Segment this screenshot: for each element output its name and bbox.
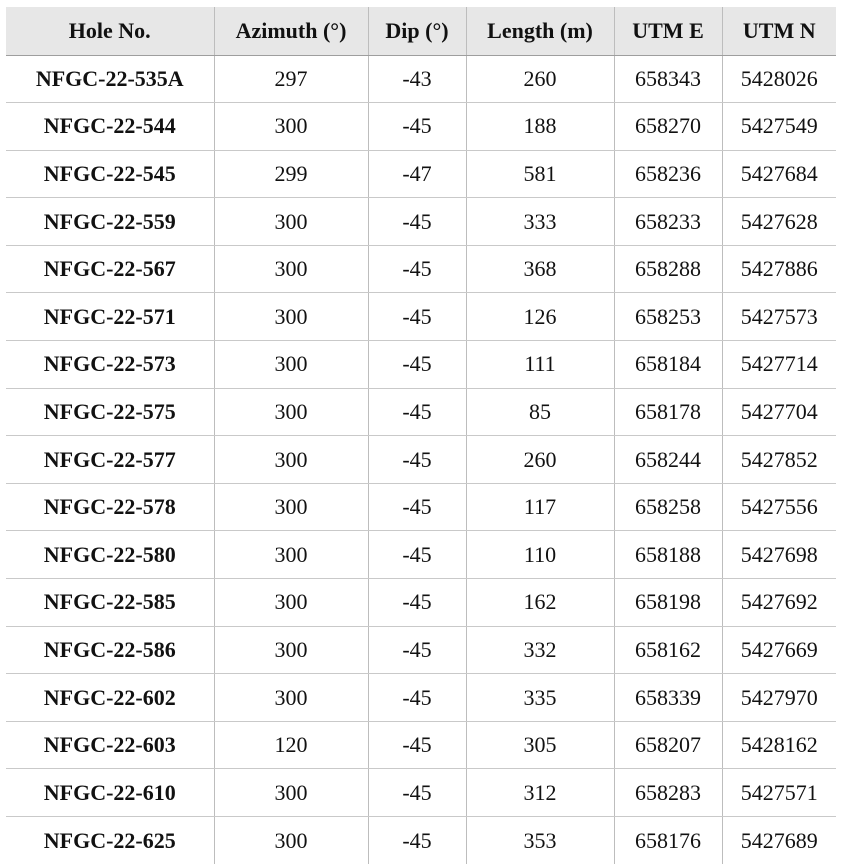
cell-dip: -45 <box>368 674 466 722</box>
cell-azimuth: 300 <box>214 341 368 389</box>
cell-dip: -43 <box>368 55 466 103</box>
table-row <box>6 293 836 341</box>
cell-length: 111 <box>466 341 614 389</box>
cell-azimuth: 300 <box>214 483 368 531</box>
table-row <box>6 150 836 198</box>
cell-hole-no: NFGC-22-580 <box>6 531 214 579</box>
header-utm-e: UTM E <box>614 7 722 55</box>
cell-length: 332 <box>466 626 614 674</box>
cell-utm-e: 658178 <box>614 388 722 436</box>
cell-hole-no: NFGC-22-610 <box>6 769 214 817</box>
table-row <box>6 531 836 579</box>
table-row <box>6 817 836 865</box>
cell-hole-no: NFGC-22-535A <box>6 55 214 103</box>
table-header <box>6 7 836 55</box>
cell-azimuth: 300 <box>214 817 368 865</box>
cell-azimuth: 300 <box>214 579 368 627</box>
cell-dip: -45 <box>368 293 466 341</box>
cell-utm-n: 5427886 <box>722 245 836 293</box>
cell-hole-no: NFGC-22-602 <box>6 674 214 722</box>
cell-hole-no: NFGC-22-578 <box>6 483 214 531</box>
cell-hole-no: NFGC-22-567 <box>6 245 214 293</box>
cell-utm-n: 5427556 <box>722 483 836 531</box>
table-row <box>6 721 836 769</box>
cell-dip: -45 <box>368 103 466 151</box>
cell-hole-no: NFGC-22-586 <box>6 626 214 674</box>
table-body <box>6 55 836 864</box>
drill-hole-table <box>6 7 836 864</box>
cell-length: 188 <box>466 103 614 151</box>
cell-utm-n: 5427689 <box>722 817 836 865</box>
cell-dip: -45 <box>368 388 466 436</box>
cell-azimuth: 299 <box>214 150 368 198</box>
cell-azimuth: 300 <box>214 531 368 579</box>
cell-utm-n: 5427970 <box>722 674 836 722</box>
cell-utm-e: 658270 <box>614 103 722 151</box>
cell-hole-no: NFGC-22-559 <box>6 198 214 246</box>
cell-length: 312 <box>466 769 614 817</box>
cell-dip: -45 <box>368 817 466 865</box>
cell-length: 117 <box>466 483 614 531</box>
cell-length: 162 <box>466 579 614 627</box>
cell-length: 305 <box>466 721 614 769</box>
header-length: Length (m) <box>466 7 614 55</box>
cell-azimuth: 297 <box>214 55 368 103</box>
cell-utm-n: 5427549 <box>722 103 836 151</box>
header-utm-n: UTM N <box>722 7 836 55</box>
cell-dip: -45 <box>368 341 466 389</box>
cell-utm-n: 5427684 <box>722 150 836 198</box>
cell-length: 581 <box>466 150 614 198</box>
cell-dip: -45 <box>368 531 466 579</box>
cell-dip: -45 <box>368 198 466 246</box>
cell-utm-e: 658244 <box>614 436 722 484</box>
cell-length: 353 <box>466 817 614 865</box>
table-row <box>6 436 836 484</box>
cell-hole-no: NFGC-22-585 <box>6 579 214 627</box>
cell-utm-e: 658258 <box>614 483 722 531</box>
cell-utm-e: 658162 <box>614 626 722 674</box>
cell-utm-e: 658188 <box>614 531 722 579</box>
cell-azimuth: 300 <box>214 674 368 722</box>
cell-length: 333 <box>466 198 614 246</box>
cell-azimuth: 300 <box>214 769 368 817</box>
cell-azimuth: 300 <box>214 436 368 484</box>
cell-utm-n: 5427698 <box>722 531 836 579</box>
cell-utm-e: 658184 <box>614 341 722 389</box>
cell-utm-n: 5427692 <box>722 579 836 627</box>
header-dip: Dip (°) <box>368 7 466 55</box>
cell-utm-e: 658288 <box>614 245 722 293</box>
cell-length: 260 <box>466 436 614 484</box>
cell-utm-e: 658233 <box>614 198 722 246</box>
cell-utm-n: 5427852 <box>722 436 836 484</box>
cell-length: 126 <box>466 293 614 341</box>
cell-length: 335 <box>466 674 614 722</box>
cell-azimuth: 300 <box>214 198 368 246</box>
cell-hole-no: NFGC-22-603 <box>6 721 214 769</box>
cell-dip: -45 <box>368 483 466 531</box>
cell-utm-e: 658207 <box>614 721 722 769</box>
cell-azimuth: 300 <box>214 626 368 674</box>
cell-dip: -45 <box>368 721 466 769</box>
cell-dip: -45 <box>368 245 466 293</box>
cell-hole-no: NFGC-22-571 <box>6 293 214 341</box>
cell-azimuth: 300 <box>214 245 368 293</box>
cell-length: 260 <box>466 55 614 103</box>
cell-utm-e: 658283 <box>614 769 722 817</box>
cell-azimuth: 120 <box>214 721 368 769</box>
cell-utm-e: 658343 <box>614 55 722 103</box>
cell-dip: -45 <box>368 769 466 817</box>
cell-dip: -45 <box>368 579 466 627</box>
cell-utm-n: 5428026 <box>722 55 836 103</box>
cell-utm-e: 658176 <box>614 817 722 865</box>
cell-dip: -45 <box>368 436 466 484</box>
header-row <box>6 7 836 55</box>
cell-hole-no: NFGC-22-573 <box>6 341 214 389</box>
table-row <box>6 245 836 293</box>
cell-dip: -45 <box>368 626 466 674</box>
cell-length: 110 <box>466 531 614 579</box>
cell-azimuth: 300 <box>214 293 368 341</box>
table-row <box>6 198 836 246</box>
table-row <box>6 388 836 436</box>
cell-utm-n: 5428162 <box>722 721 836 769</box>
cell-azimuth: 300 <box>214 103 368 151</box>
header-azimuth: Azimuth (°) <box>214 7 368 55</box>
cell-utm-n: 5427571 <box>722 769 836 817</box>
cell-length: 368 <box>466 245 614 293</box>
cell-utm-e: 658236 <box>614 150 722 198</box>
cell-hole-no: NFGC-22-577 <box>6 436 214 484</box>
cell-utm-e: 658253 <box>614 293 722 341</box>
table-row <box>6 769 836 817</box>
cell-hole-no: NFGC-22-625 <box>6 817 214 865</box>
header-hole-no: Hole No. <box>6 7 214 55</box>
cell-hole-no: NFGC-22-544 <box>6 103 214 151</box>
cell-utm-e: 658339 <box>614 674 722 722</box>
table-row <box>6 674 836 722</box>
cell-utm-n: 5427704 <box>722 388 836 436</box>
table-row <box>6 341 836 389</box>
table-row <box>6 103 836 151</box>
table-row <box>6 579 836 627</box>
cell-hole-no: NFGC-22-575 <box>6 388 214 436</box>
cell-dip: -47 <box>368 150 466 198</box>
cell-utm-n: 5427573 <box>722 293 836 341</box>
cell-azimuth: 300 <box>214 388 368 436</box>
cell-length: 85 <box>466 388 614 436</box>
cell-hole-no: NFGC-22-545 <box>6 150 214 198</box>
cell-utm-n: 5427714 <box>722 341 836 389</box>
cell-utm-n: 5427628 <box>722 198 836 246</box>
table-row <box>6 55 836 103</box>
cell-utm-e: 658198 <box>614 579 722 627</box>
table-row <box>6 626 836 674</box>
cell-utm-n: 5427669 <box>722 626 836 674</box>
table-row <box>6 483 836 531</box>
